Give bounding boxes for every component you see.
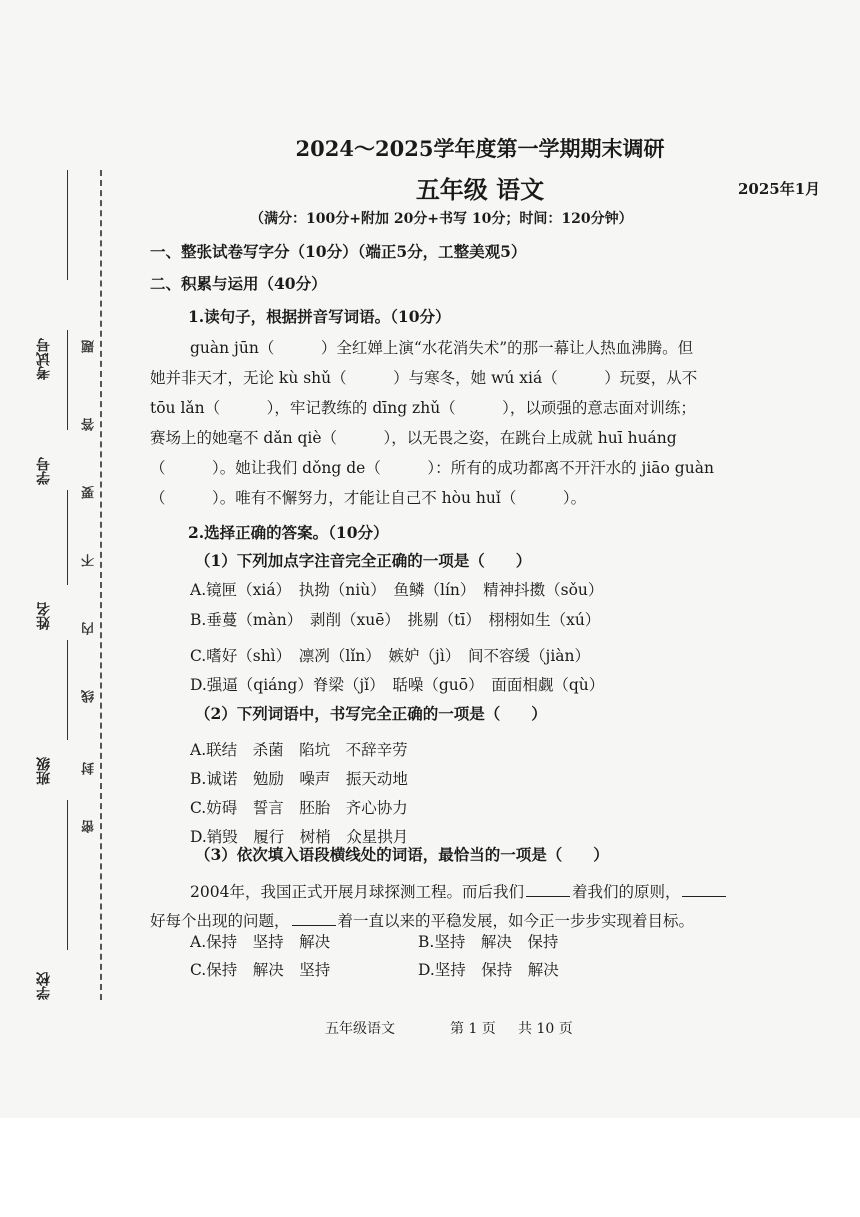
q2-2-option-d: D.销毁 履行 树梢 众星拱月 xyxy=(190,828,409,846)
q1-line-3: tōu lǎn（ ），牢记教练的 dīng zhǔ（ ），以顽强的意志面对训练； xyxy=(150,399,696,417)
seal-warning-bu: 不 xyxy=(82,554,97,567)
q2-3-passage-line-2 xyxy=(150,909,694,931)
seal-line xyxy=(100,170,102,1000)
q2-1-option-d: D.强逼（qiáng）脊梁（jǐ） 聒噪（guō） 面面相觑（qù） xyxy=(190,676,605,694)
field-line-school xyxy=(67,800,68,950)
q2-2-option-a: A.联结 杀菌 陷坑 不辞辛劳 xyxy=(190,741,408,759)
field-line-student-id xyxy=(67,330,68,430)
seal-warning-ti: 题 xyxy=(82,340,97,353)
section-2-heading: 二、积累与运用（40分） xyxy=(150,274,327,293)
q2-3-passage-line-1 xyxy=(190,880,728,902)
score-info: （满分：100分+附加 20分+书写 10分；时间：120分钟） xyxy=(250,211,633,227)
answer-blank-3 xyxy=(292,925,336,926)
field-name: 姓名 xyxy=(36,602,52,630)
answer-blank-1 xyxy=(526,896,570,897)
q1-line-4: 赛场上的她毫不 dǎn qiè（ ），以无畏之姿，在跳台上成就 huī huáng xyxy=(150,429,677,447)
q2-1-option-c: C.嗜好（shì） 凛冽（lǐn） 嫉妒（jì） 间不容缓（jiàn） xyxy=(190,647,591,665)
seal-warning-xian: 线 xyxy=(82,690,97,703)
seal-warning-feng: 封 xyxy=(82,762,97,775)
field-student-id: 学号 xyxy=(36,457,52,485)
q1-line-2: 她并非天才，无论 kù shǔ（ ）与寒冬，她 wú xiá（ ）玩耍，从不 xyxy=(150,369,698,387)
footer-page: 第 1 页 xyxy=(450,1021,496,1037)
field-line-name xyxy=(67,490,68,585)
exam-subtitle: 五年级 语文 xyxy=(415,175,545,204)
seal-warning-nei: 内 xyxy=(82,622,97,635)
q2-3-passage-a: 2004年，我国正式开展月球探测工程。而后我们 xyxy=(190,883,524,901)
q2-2-option-b: B.诚诺 勉励 噪声 振天动地 xyxy=(190,770,408,788)
q2-3-option-b: B.坚持 解决 保持 xyxy=(418,933,559,951)
q2-2-stem: （2）下列词语中，书写完全正确的一项是（ ） xyxy=(195,704,547,723)
q1-heading: 1.读句子，根据拼音写词语。（10分） xyxy=(188,307,451,326)
q2-3-stem: （3）依次填入语段横线处的词语，最恰当的一项是（ ） xyxy=(195,845,609,864)
q1-line-5: （ ）。她让我们 dǒng de（ ）：所有的成功都离不开汗水的 jiāo guàn xyxy=(150,459,714,477)
q1-line-6: （ ）。唯有不懈努力，才能让自己不 hòu huǐ（ ）。 xyxy=(150,489,587,507)
seal-warning-da: 答 xyxy=(82,418,97,431)
q2-1-stem: （1）下列加点字注音完全正确的一项是（ ） xyxy=(195,551,532,570)
q2-3-passage-b: 着我们的原则， xyxy=(571,883,681,901)
q2-1-option-a: A.镜匣（xiá） 执拗（niù） 鱼鳞（lín） 精神抖擞（sǒu） xyxy=(190,581,604,599)
field-exam-number: 考试号 xyxy=(36,338,52,380)
q2-1-option-b: B.垂蔓（màn） 剥削（xuē） 挑剔（tī） 栩栩如生（xú） xyxy=(190,611,601,629)
q2-3-option-a: A.保持 坚持 解决 xyxy=(190,933,331,951)
answer-blank-2 xyxy=(682,896,726,897)
footer-subject: 五年级语文 xyxy=(325,1021,395,1037)
q2-3-option-d: D.坚持 保持 解决 xyxy=(418,961,559,979)
q2-3-passage-c: 好每个出现的问题， xyxy=(150,912,290,930)
q2-3-option-c: C.保持 解决 坚持 xyxy=(190,961,331,979)
q1-line-1: guàn jūn（ ）全红婵上演“水花消失术”的那一幕让人热血沸腾。但 xyxy=(190,339,694,357)
exam-title: 2024～2025学年度第一学期期末调研 xyxy=(295,136,665,161)
seal-warning-mi: 密 xyxy=(82,820,97,833)
q2-2-option-c: C.妨碍 誓言 胚胎 齐心协力 xyxy=(190,799,408,817)
section-1-heading: 一、整张试卷写字分（10分）（端正5分，工整美观5） xyxy=(150,242,527,261)
seal-warning-yao: 要 xyxy=(82,486,97,499)
field-school: 学校 xyxy=(36,972,52,1000)
q2-heading: 2.选择正确的答案。（10分） xyxy=(188,523,389,542)
field-line-class xyxy=(67,640,68,740)
q2-3-passage-d: 着一直以来的平稳发展，如今正一步步实现着目标。 xyxy=(337,912,695,930)
exam-date: 2025年1月 xyxy=(738,180,821,198)
field-class: 班级 xyxy=(36,757,52,785)
footer-total: 共 10 页 xyxy=(518,1021,573,1037)
